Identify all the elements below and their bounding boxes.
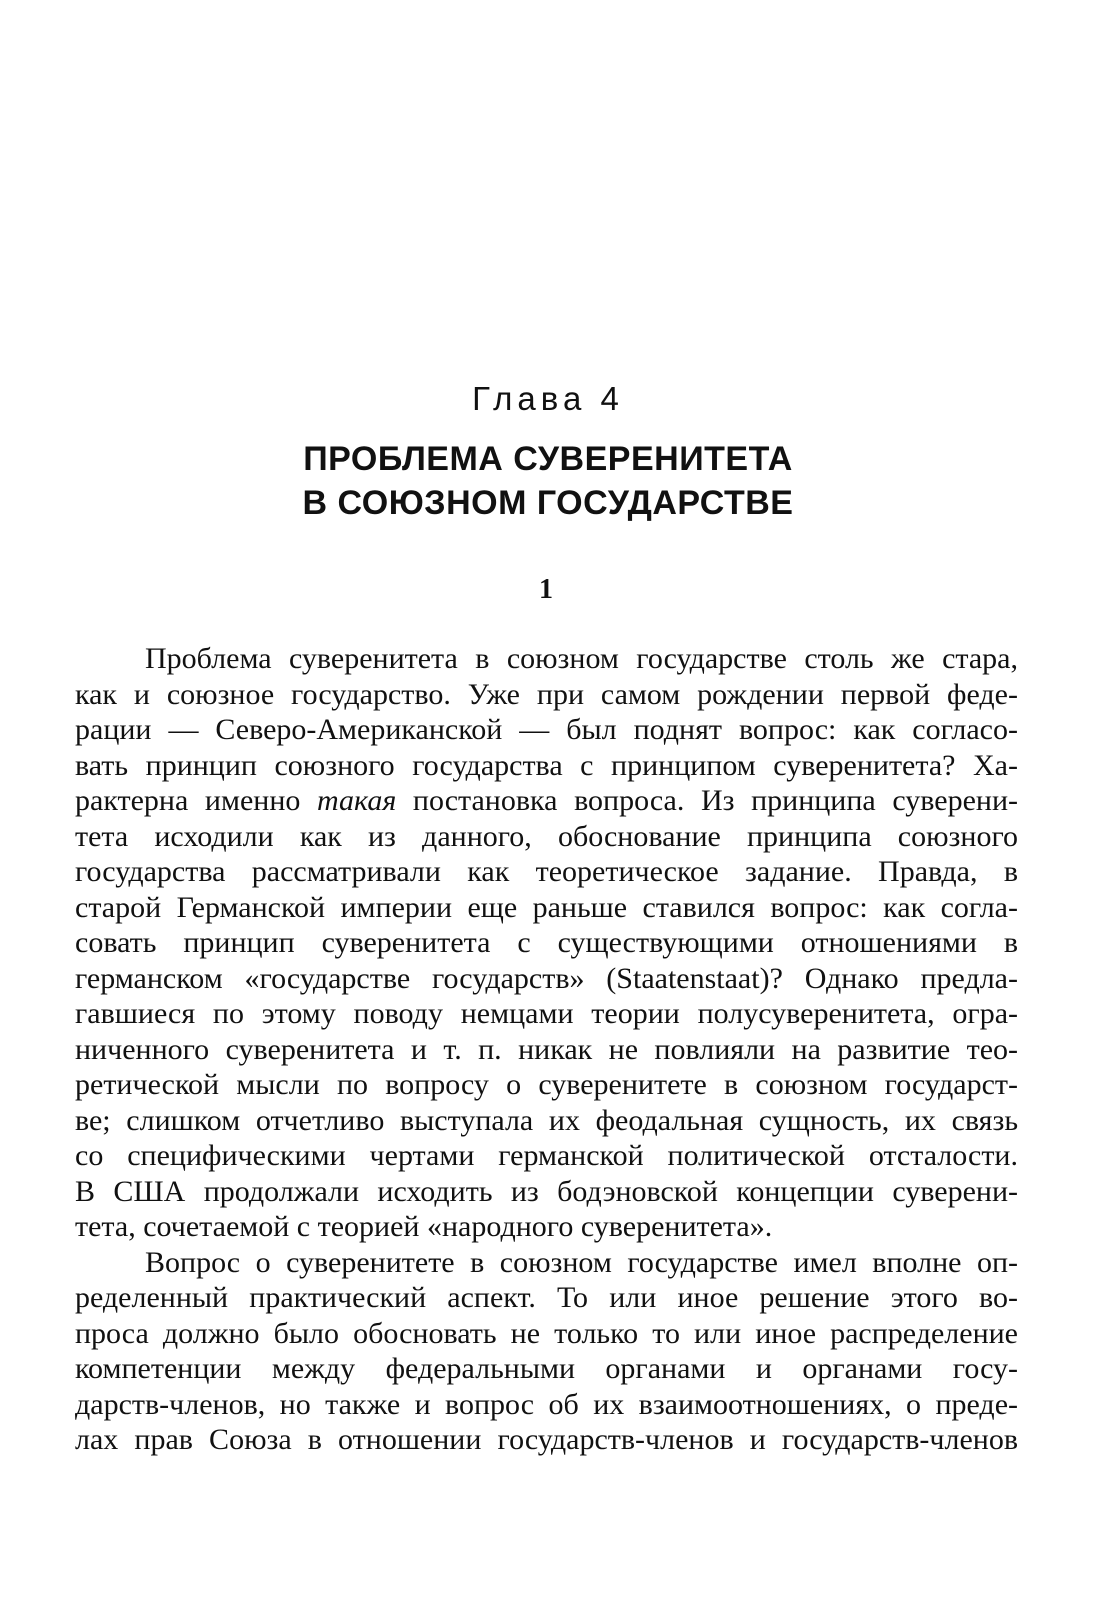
- text-line: как и союзное государство. Уже при самом рождении первой феде-: [75, 677, 1018, 711]
- text-segment: постановка вопроса. Из принципа суверени-: [396, 784, 1018, 817]
- italic-emphasis: такая: [317, 784, 397, 817]
- text-line: вать принцип союзного государства с принципом суверенитета? Ха-: [75, 748, 1018, 782]
- text-segment: рактерна именно: [75, 784, 317, 817]
- paragraph-1: [75, 641, 1018, 1245]
- text-line: лах прав Союза в отношении государств-членов и государств-членов: [75, 1423, 1018, 1456]
- chapter-label: Глава 4: [472, 380, 624, 417]
- text-line: проса должно было обосновать не только то или иное распределение: [75, 1316, 1018, 1350]
- text-line: ретической мысли по вопросу о суверенитете в союзном государст-: [75, 1068, 1018, 1101]
- text-line: Вопрос о суверенитете в союзном государстве имел вполне оп-: [145, 1245, 1018, 1279]
- text-line: ниченного суверенитета и т. п. никак не повлияли на развитие тео-: [75, 1032, 1018, 1066]
- chapter-title: [0, 437, 1096, 525]
- text-line: старой Германской империи еще раньше ставился вопрос: как согла-: [75, 890, 1018, 924]
- section-number: 1: [539, 574, 553, 605]
- text-line: В США продолжали исходить из бодэновской концепции суверени-: [75, 1174, 1018, 1208]
- chapter-title-line: ПРОБЛЕМА СУВЕРЕНИТЕТА: [303, 440, 793, 478]
- text-line: совать принцип суверенитета с существующими отношениями в: [75, 926, 1018, 959]
- text-line: рации — Северо-Американской — был поднят вопрос: как согласо-: [75, 713, 1018, 746]
- chapter-title-line: В СОЮЗНОМ ГОСУДАРСТВЕ: [302, 484, 794, 522]
- text-line: компетенции между федеральными органами и органами госу-: [75, 1352, 1018, 1385]
- text-line: ределенный практический аспект. То или иное решение этого во-: [75, 1281, 1018, 1314]
- text-line: гавшиеся по этому поводу немцами теории полусуверенитета, огра-: [75, 997, 1018, 1030]
- body-text: [75, 641, 1018, 1458]
- text-line: [75, 783, 1018, 819]
- text-line: ве; слишком отчетливо выступала их феодальная сущность, их связь: [75, 1103, 1018, 1137]
- text-line: Проблема суверенитета в союзном государстве столь же стара,: [145, 642, 1018, 675]
- text-line: германском «государстве государств» (Staatenstaat)? Однако предла-: [75, 961, 1018, 995]
- text-line: со специфическими чертами германской политической отсталости.: [75, 1139, 1018, 1172]
- text-line: дарств-членов, но также и вопрос об их взаимоотношениях, о преде-: [75, 1387, 1018, 1421]
- text-line: тета, сочетаемой с теорией «народного суверенитета».: [75, 1210, 773, 1243]
- text-line: государства рассматривали как теоретическое задание. Правда, в: [75, 855, 1018, 888]
- paragraph-2: [75, 1245, 1018, 1458]
- text-line: тета исходили как из данного, обоснование принципа союзного: [75, 819, 1018, 853]
